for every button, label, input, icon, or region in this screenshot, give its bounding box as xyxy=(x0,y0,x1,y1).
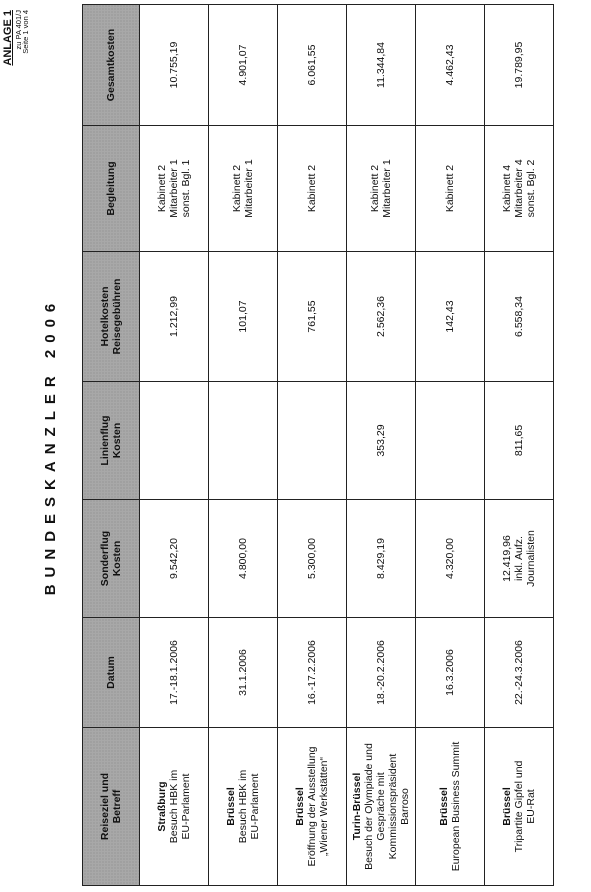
cell-escort xyxy=(140,126,209,252)
trip-purpose-line: EU-Parlament xyxy=(180,773,193,840)
cell-date: 16.-17.2.2006 xyxy=(278,618,347,728)
destination-name: Turin-Brüssel xyxy=(350,772,363,841)
table-row xyxy=(485,5,554,886)
cell-total-costs: 6.061,55 xyxy=(278,5,347,126)
trip-purpose-line: Besuch der Olympiade und xyxy=(362,743,375,870)
special-flight-line: inkl. Aufz. xyxy=(512,536,525,581)
header-label-line: Reisegebühren xyxy=(111,278,123,355)
escort-line: Mitarbeiter 4 xyxy=(512,159,525,218)
trip-purpose-line: EU-Parlament xyxy=(249,773,262,840)
cell-hotel-costs: 6.558,34 xyxy=(485,252,554,382)
trip-purpose-line: Besuch HBK im xyxy=(236,769,249,844)
header-date xyxy=(83,618,140,728)
escort-line: Mitarbeiter 1 xyxy=(381,159,393,218)
special-flight-line: 5.300,00 xyxy=(305,538,318,579)
cell-date: 31.1.2006 xyxy=(209,618,278,728)
special-flight-line: 4.320,00 xyxy=(443,538,456,579)
escort-line: sonst. Bgl. 1 xyxy=(180,159,193,218)
cell-scheduled-flight: 811,65 xyxy=(485,382,554,500)
escort-line: Kabinett 2 xyxy=(155,164,168,213)
escort-line: Kabinett 2 xyxy=(230,164,243,213)
trip-purpose-line: Eröffnung der Ausstellung xyxy=(305,746,318,867)
table-row xyxy=(347,5,416,886)
header-label-line: Kosten xyxy=(111,540,123,577)
special-flight-line: Journalisten xyxy=(525,530,538,587)
cell-scheduled-flight xyxy=(416,382,485,500)
header-hotel-costs xyxy=(83,252,140,382)
cell-escort xyxy=(278,126,347,252)
cell-total-costs: 19.789,95 xyxy=(485,5,554,126)
cell-date: 17.-18.1.2006 xyxy=(140,618,209,728)
cell-destination xyxy=(416,728,485,886)
table-body xyxy=(140,5,554,886)
trip-purpose-line: Gespräche mit xyxy=(374,772,387,841)
cell-hotel-costs: 2.562,36 xyxy=(347,252,416,382)
cell-special-flight xyxy=(347,500,416,618)
cell-destination xyxy=(278,728,347,886)
header-label-line: Reiseziel und xyxy=(98,772,111,841)
trip-purpose-line: Besuch HBK im xyxy=(167,769,180,844)
header-escort xyxy=(83,126,140,252)
cell-special-flight xyxy=(278,500,347,618)
annex-reference: zu PA 401/J xyxy=(13,10,23,50)
trip-purpose-line: EU-Rat xyxy=(525,789,538,824)
header-label-line: Hotelkosten xyxy=(98,286,111,347)
header-destination xyxy=(83,728,140,886)
destination-name: Brüssel xyxy=(500,787,513,826)
table-row xyxy=(209,5,278,886)
cell-date: 22.-24.3.2006 xyxy=(485,618,554,728)
table-row xyxy=(140,5,209,886)
cell-total-costs: 4.462,43 xyxy=(416,5,485,126)
cell-escort xyxy=(485,126,554,252)
cell-hotel-costs: 101,07 xyxy=(209,252,278,382)
trip-purpose-line: Barroso xyxy=(399,788,412,825)
cell-date: 18.-20.2.2006 xyxy=(347,618,416,728)
cell-destination xyxy=(140,728,209,886)
cell-destination xyxy=(209,728,278,886)
trip-purpose-line: Kommissionspräsident xyxy=(387,753,400,860)
cell-total-costs: 11.344,84 xyxy=(347,5,416,126)
destination-name: Brüssel xyxy=(224,787,237,826)
header-scheduled-flight xyxy=(83,382,140,500)
special-flight-line: 4.800,00 xyxy=(236,538,249,579)
trip-purpose-line: European Business Summit xyxy=(450,741,462,872)
header-label-line: Gesamtkosten xyxy=(104,28,117,102)
trip-purpose-line: Tripartite Gipfel und xyxy=(512,760,525,853)
cell-destination xyxy=(347,728,416,886)
header-label-line: Betreff xyxy=(111,789,123,824)
trip-purpose-line: „Wiener Werkstätten“ xyxy=(318,757,331,856)
destination-name: Straßburg xyxy=(155,781,168,832)
escort-line: Kabinett 2 xyxy=(305,164,318,213)
special-flight-line: 12.419,96 xyxy=(500,535,513,582)
escort-line: Kabinett 2 xyxy=(443,164,456,213)
cell-date: 16.3.2006 xyxy=(416,618,485,728)
escort-line: sonst. Bgl. 2 xyxy=(525,159,538,218)
annex-title: ANLAGE 1 xyxy=(2,10,14,66)
travel-cost-table xyxy=(82,4,554,886)
header-label-line: Begleitung xyxy=(104,161,117,216)
cell-scheduled-flight xyxy=(278,382,347,500)
cell-special-flight xyxy=(209,500,278,618)
destination-name: Brüssel xyxy=(293,787,306,826)
header-label-line: Sonderflug xyxy=(98,530,111,587)
cell-scheduled-flight: 353,29 xyxy=(347,382,416,500)
escort-line: Kabinett 4 xyxy=(500,164,513,213)
cell-escort xyxy=(209,126,278,252)
escort-line: Mitarbeiter 1 xyxy=(243,159,255,218)
header-label-line: Linienflug xyxy=(98,415,111,466)
cell-hotel-costs: 142,43 xyxy=(416,252,485,382)
escort-line: Mitarbeiter 1 xyxy=(167,159,180,218)
header-special-flight xyxy=(83,500,140,618)
cell-destination xyxy=(485,728,554,886)
header-label-line: Datum xyxy=(104,656,117,689)
destination-name: Brüssel xyxy=(437,787,450,826)
table-row xyxy=(278,5,347,886)
header-label-line: Kosten xyxy=(111,422,123,459)
cell-hotel-costs: 1.212,99 xyxy=(140,252,209,382)
cell-scheduled-flight xyxy=(209,382,278,500)
special-flight-line: 9.542,20 xyxy=(167,538,180,579)
special-flight-line: 8.429,19 xyxy=(374,538,387,579)
annex-page-number: Seite 1 von 4 xyxy=(21,10,31,54)
document-title: BUNDESKANZLER 2006 xyxy=(42,296,59,596)
cell-special-flight xyxy=(485,500,554,618)
cell-scheduled-flight xyxy=(140,382,209,500)
cell-special-flight xyxy=(140,500,209,618)
escort-line: Kabinett 2 xyxy=(368,164,381,213)
annex-label xyxy=(3,10,30,106)
table-header-row xyxy=(83,5,140,886)
cell-escort xyxy=(416,126,485,252)
header-total-costs xyxy=(83,5,140,126)
cell-hotel-costs: 761,55 xyxy=(278,252,347,382)
cell-total-costs: 10.755,19 xyxy=(140,5,209,126)
cell-escort xyxy=(347,126,416,252)
table-row xyxy=(416,5,485,886)
cell-special-flight xyxy=(416,500,485,618)
cell-total-costs: 4.901,07 xyxy=(209,5,278,126)
